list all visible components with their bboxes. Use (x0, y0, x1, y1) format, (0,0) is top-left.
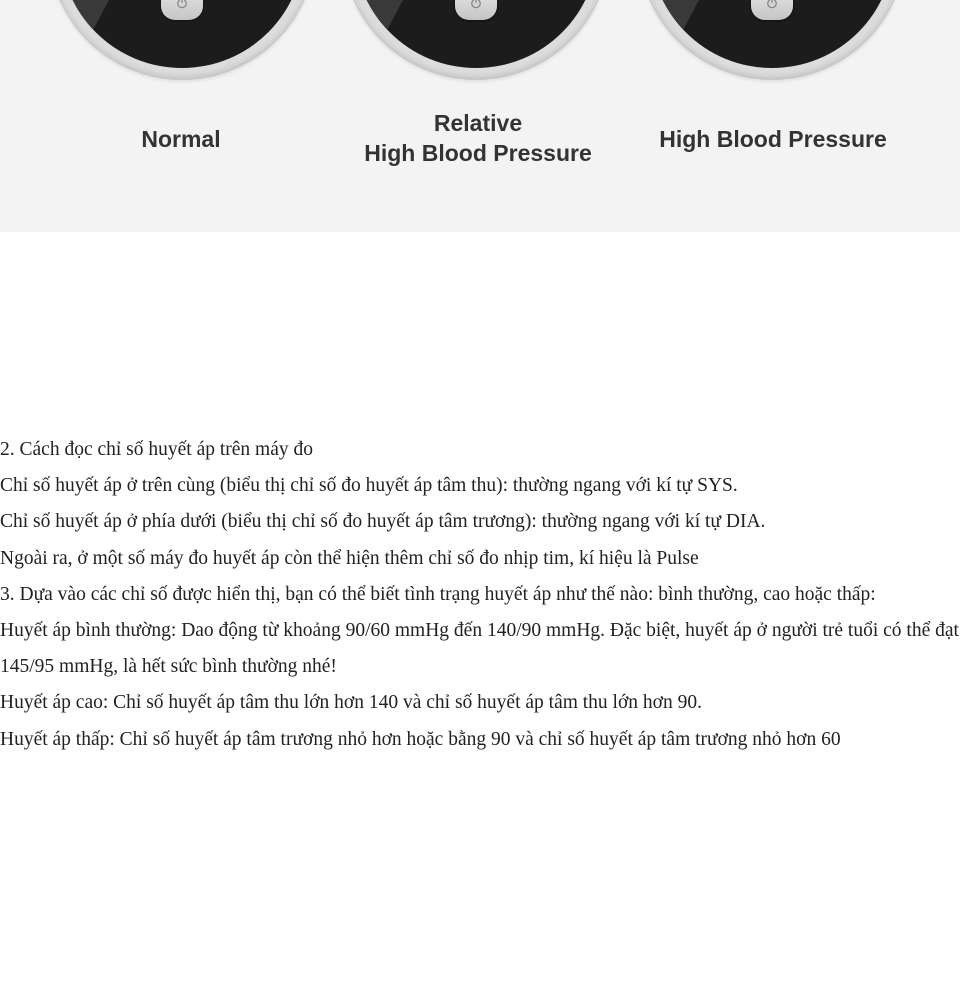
power-icon (765, 0, 779, 10)
paragraph-dia: Chỉ số huyết áp ở phía dưới (biểu thị chỉ số đo huyết áp tâm trương): thường ngang với kí tự DIA. (0, 511, 766, 533)
paragraph-low-bp: Huyết áp thấp: Chỉ số huyết áp tâm trương nhỏ hơn hoặc bằng 90 và chỉ số huyết áp tâm trương nhỏ hơn 60 (0, 728, 841, 750)
power-button (455, 0, 497, 20)
label-high-bp: High Blood Pressure (659, 126, 887, 152)
label-normal: Normal (141, 126, 221, 152)
paragraph-high-bp: Huyết áp cao: Chỉ số huyết áp tâm thu lớn hơn 140 và chỉ số huyết áp tâm thu lớn hơn 90. (0, 692, 702, 714)
paragraph-pulse: Ngoài ra, ở một số máy đo huyết áp còn thể hiện thêm chỉ số đo nhịp tim, kí hiệu là Pulse (0, 547, 699, 569)
blood-pressure-figure (0, 0, 960, 232)
power-icon (469, 0, 483, 10)
monitor-device-relative (342, 0, 610, 80)
paragraph-sys: Chỉ số huyết áp ở trên cùng (biểu thị chỉ số đo huyết áp tâm thu): thường ngang với kí tự SYS. (0, 475, 738, 497)
monitor-device-high (638, 0, 906, 80)
label-relative-high-bp (338, 108, 618, 168)
label-relative-line2: High Blood Pressure (364, 140, 592, 166)
power-icon (175, 0, 189, 10)
power-button (161, 0, 203, 20)
paragraph-heading-read-bp: 2. Cách đọc chỉ số huyết áp trên máy đo (0, 439, 313, 460)
paragraph-heading-status: 3. Dựa vào các chỉ số được hiển thị, bạn có thể biết tình trạng huyết áp như thế nào: bình thường, cao hoặc thấp: (0, 583, 876, 605)
article-body (0, 432, 960, 758)
power-button (751, 0, 793, 20)
monitor-device-normal (48, 0, 316, 80)
label-relative-line1: Relative (433, 110, 523, 136)
paragraph-normal-bp: Huyết áp bình thường: Dao động từ khoảng 90/60 mmHg đến 140/90 mmHg. Đặc biệt, huyết áp ở người trẻ tuổi có thể đạt 145/95 mmHg, là hết sức bình thường nhé! (0, 620, 959, 678)
